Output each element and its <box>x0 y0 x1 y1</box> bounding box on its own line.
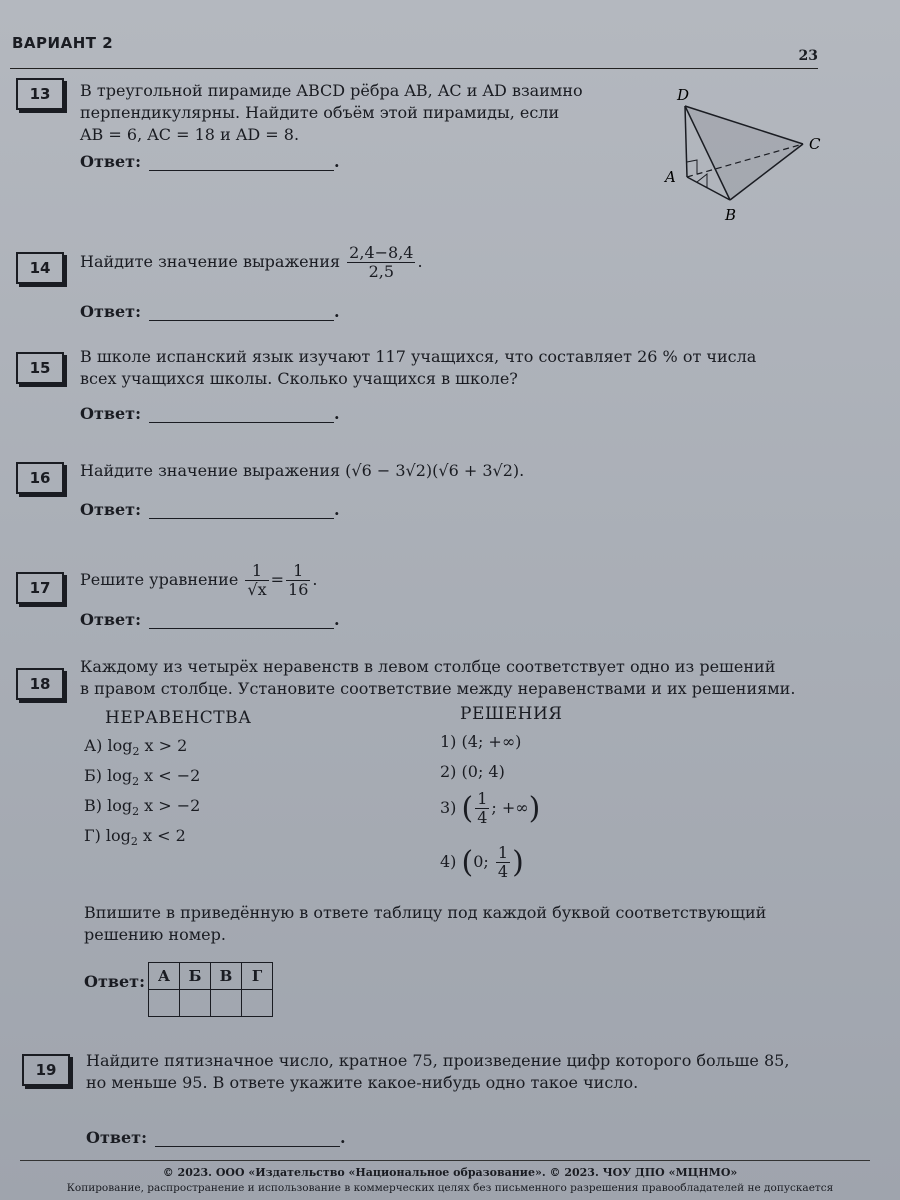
ineq-expr: x > −2 <box>144 796 201 815</box>
paren-close: ) <box>528 791 541 826</box>
q13-line-1: В треугольной пирамиде ABCD рёбра AB, AC и AD взаимно <box>80 81 583 100</box>
answer-line[interactable] <box>149 404 334 423</box>
answer-cell-d[interactable] <box>242 990 273 1017</box>
q18-instructions <box>84 902 849 946</box>
sol4-num: 1 <box>497 843 509 862</box>
sol3-den: 4 <box>477 808 488 827</box>
inequality-b: Б) $\log_2 x < -2$ <box>84 766 201 789</box>
answer-cell-c[interactable] <box>211 990 242 1017</box>
sol-label: 1) <box>440 732 457 751</box>
paren-open: ( <box>461 791 474 826</box>
question-number-19: 19 <box>22 1054 70 1086</box>
q14-end: . <box>417 252 423 271</box>
inequality-a: А) $\log_2 x > 2$ <box>84 736 188 759</box>
answer-line[interactable] <box>149 302 334 321</box>
label-C: C <box>809 135 821 153</box>
solution-1 <box>440 732 521 751</box>
q17-answer: Ответ: . <box>80 610 340 629</box>
question-number-15: 15 <box>16 352 64 384</box>
q16-answer: Ответ: . <box>80 500 340 519</box>
solution-3 <box>440 790 540 827</box>
q17-end: . <box>312 570 318 589</box>
q18-line-2: в правом столбце. Установите соответствие между неравенствами и их решениями. <box>80 679 796 698</box>
q18-line-1: Каждому из четырёх неравенств в левом столбце соответствует одно из решений <box>80 657 776 676</box>
q13-line-3: AB = 6, AC = 18 и AD = 8. <box>80 125 300 144</box>
answer-cell-b[interactable] <box>180 990 211 1017</box>
ineq-label: В) <box>84 796 102 815</box>
question-16-text <box>80 460 524 482</box>
question-number-18: 18 <box>16 668 64 700</box>
q17-lhs-den: √x <box>247 580 267 599</box>
answer-line[interactable] <box>149 500 334 519</box>
answer-table-header: А <box>149 963 180 990</box>
label-A: A <box>665 168 676 186</box>
q15-answer: Ответ: . <box>80 404 340 423</box>
page-number: 23 <box>798 48 818 64</box>
q14-text: Найдите значение выражения <box>80 252 341 271</box>
ineq-label: Г) <box>84 826 101 845</box>
q18-instr-2: решению номер. <box>84 925 226 944</box>
label-D: D <box>677 86 690 104</box>
sol-label: 3) <box>440 798 457 817</box>
solutions-heading: РЕШЕНИЯ <box>460 704 563 724</box>
header-divider <box>10 68 818 69</box>
answer-label: Ответ: <box>80 302 141 321</box>
question-number-14: 14 <box>16 252 64 284</box>
q17-rhs-num: 1 <box>286 562 310 581</box>
solution-2 <box>440 762 505 781</box>
right-angle-mark-2 <box>697 174 707 188</box>
answer-table-header: Б <box>180 963 211 990</box>
answer-table-input-row <box>149 990 273 1017</box>
q14-fraction <box>347 244 415 281</box>
question-15-text <box>80 346 832 390</box>
q18-answer-label: Ответ: <box>84 972 145 991</box>
q13-line-2: перпендикулярны. Найдите объём этой пирамиды, если <box>80 103 560 122</box>
q19-answer: Ответ: . <box>86 1128 346 1147</box>
answer-line[interactable] <box>155 1128 340 1147</box>
q14-numerator: 2,4−8,4 <box>349 243 414 262</box>
answer-cell-a[interactable] <box>149 990 180 1017</box>
edge-DA <box>685 106 687 177</box>
q17-text: Решите уравнение <box>80 570 239 589</box>
answer-line[interactable] <box>149 610 334 629</box>
sol4-head: 0; <box>473 852 494 871</box>
answer-label: Ответ: <box>80 610 141 629</box>
q13-answer: Ответ: . <box>80 152 340 171</box>
question-13-text <box>80 80 605 146</box>
sol-label: 4) <box>440 852 457 871</box>
paren-close: ) <box>512 845 524 880</box>
sol3-tail: ; +∞ <box>491 798 529 817</box>
q17-rhs-fraction <box>286 562 310 599</box>
ineq-label: А) <box>84 736 103 755</box>
answer-table-header-row <box>149 963 273 990</box>
variant-title: ВАРИАНТ 2 <box>12 34 114 52</box>
ineq-label: Б) <box>84 766 102 785</box>
question-number-17: 17 <box>16 572 64 604</box>
q18-instr-1: Впишите в приведённую в ответе таблицу под каждой буквой соответствующий <box>84 903 767 922</box>
question-number-16: 16 <box>16 462 64 494</box>
answer-label: Ответ: <box>86 1128 147 1147</box>
q14-answer: Ответ: . <box>80 302 340 321</box>
ineq-expr: x < 2 <box>143 826 186 845</box>
sol-label: 2) <box>440 762 457 781</box>
footer-divider <box>20 1160 870 1161</box>
question-17-text: Решите уравнение $\frac{1}{√x}$ = $\frac{1}{16}$ . <box>80 561 318 599</box>
answer-table-header: Г <box>242 963 273 990</box>
inequalities-heading: НЕРАВЕНСТВА <box>105 708 252 728</box>
sol3-num: 1 <box>477 789 488 808</box>
q17-rhs-den: 16 <box>288 580 309 599</box>
answer-label: Ответ: <box>80 404 141 423</box>
q19-line-1: Найдите пятизначное число, кратное 75, произведение цифр которого больше 85, <box>86 1051 790 1070</box>
q15-line-1: В школе испанский язык изучают 117 учащихся, что составляет 26 % от числа <box>80 347 757 366</box>
solution-4 <box>440 844 524 881</box>
question-18-text <box>80 656 845 700</box>
question-19-text <box>86 1050 856 1094</box>
q14-denominator: 2,5 <box>368 262 395 281</box>
q15-line-2: всех учащихся школы. Сколько учащихся в школе? <box>80 369 518 388</box>
label-B: B <box>725 206 737 224</box>
sol-expr: (4; +∞) <box>461 732 522 751</box>
paren-open: ( <box>461 845 474 880</box>
ineq-expr: x < −2 <box>144 766 201 785</box>
pyramid-figure <box>655 82 835 227</box>
sol3-fraction <box>475 790 489 827</box>
q18-answer-table <box>148 962 273 1017</box>
q17-lhs-fraction <box>245 562 268 599</box>
answer-label: Ответ: <box>80 500 141 519</box>
footer-notice: Копирование, распространение и использование в коммерческих целях без письменного разрешения правообладателей не допускается <box>66 1182 834 1194</box>
inequality-c: В) $\log_2 x > -2$ <box>84 796 201 819</box>
answer-line[interactable] <box>149 152 334 171</box>
sol4-den: 4 <box>497 862 509 881</box>
q16-text: Найдите значение выражения <box>80 461 341 480</box>
right-angle-mark-1 <box>687 160 697 174</box>
answer-label: Ответ: <box>80 152 141 171</box>
question-number-13: 13 <box>16 78 64 110</box>
sol-expr: (0; 4) <box>461 762 505 781</box>
q17-lhs-num: 1 <box>245 562 268 581</box>
question-14-text <box>80 244 423 281</box>
footer-copyright: © 2023. ООО «Издательство «Национальное образование». © 2023. ЧОУ ДПО «МЦНМО» <box>162 1166 738 1179</box>
q16-expression: (√6 − 3√2)(√6 + 3√2). <box>345 461 525 480</box>
sol4-fraction <box>496 844 510 881</box>
ineq-expr: x > 2 <box>144 736 188 755</box>
answer-table-header: В <box>211 963 242 990</box>
inequality-d: Г) $\log_2 x < 2$ <box>84 826 186 849</box>
q19-line-2: но меньше 95. В ответе укажите какое-нибудь одно такое число. <box>86 1073 639 1092</box>
